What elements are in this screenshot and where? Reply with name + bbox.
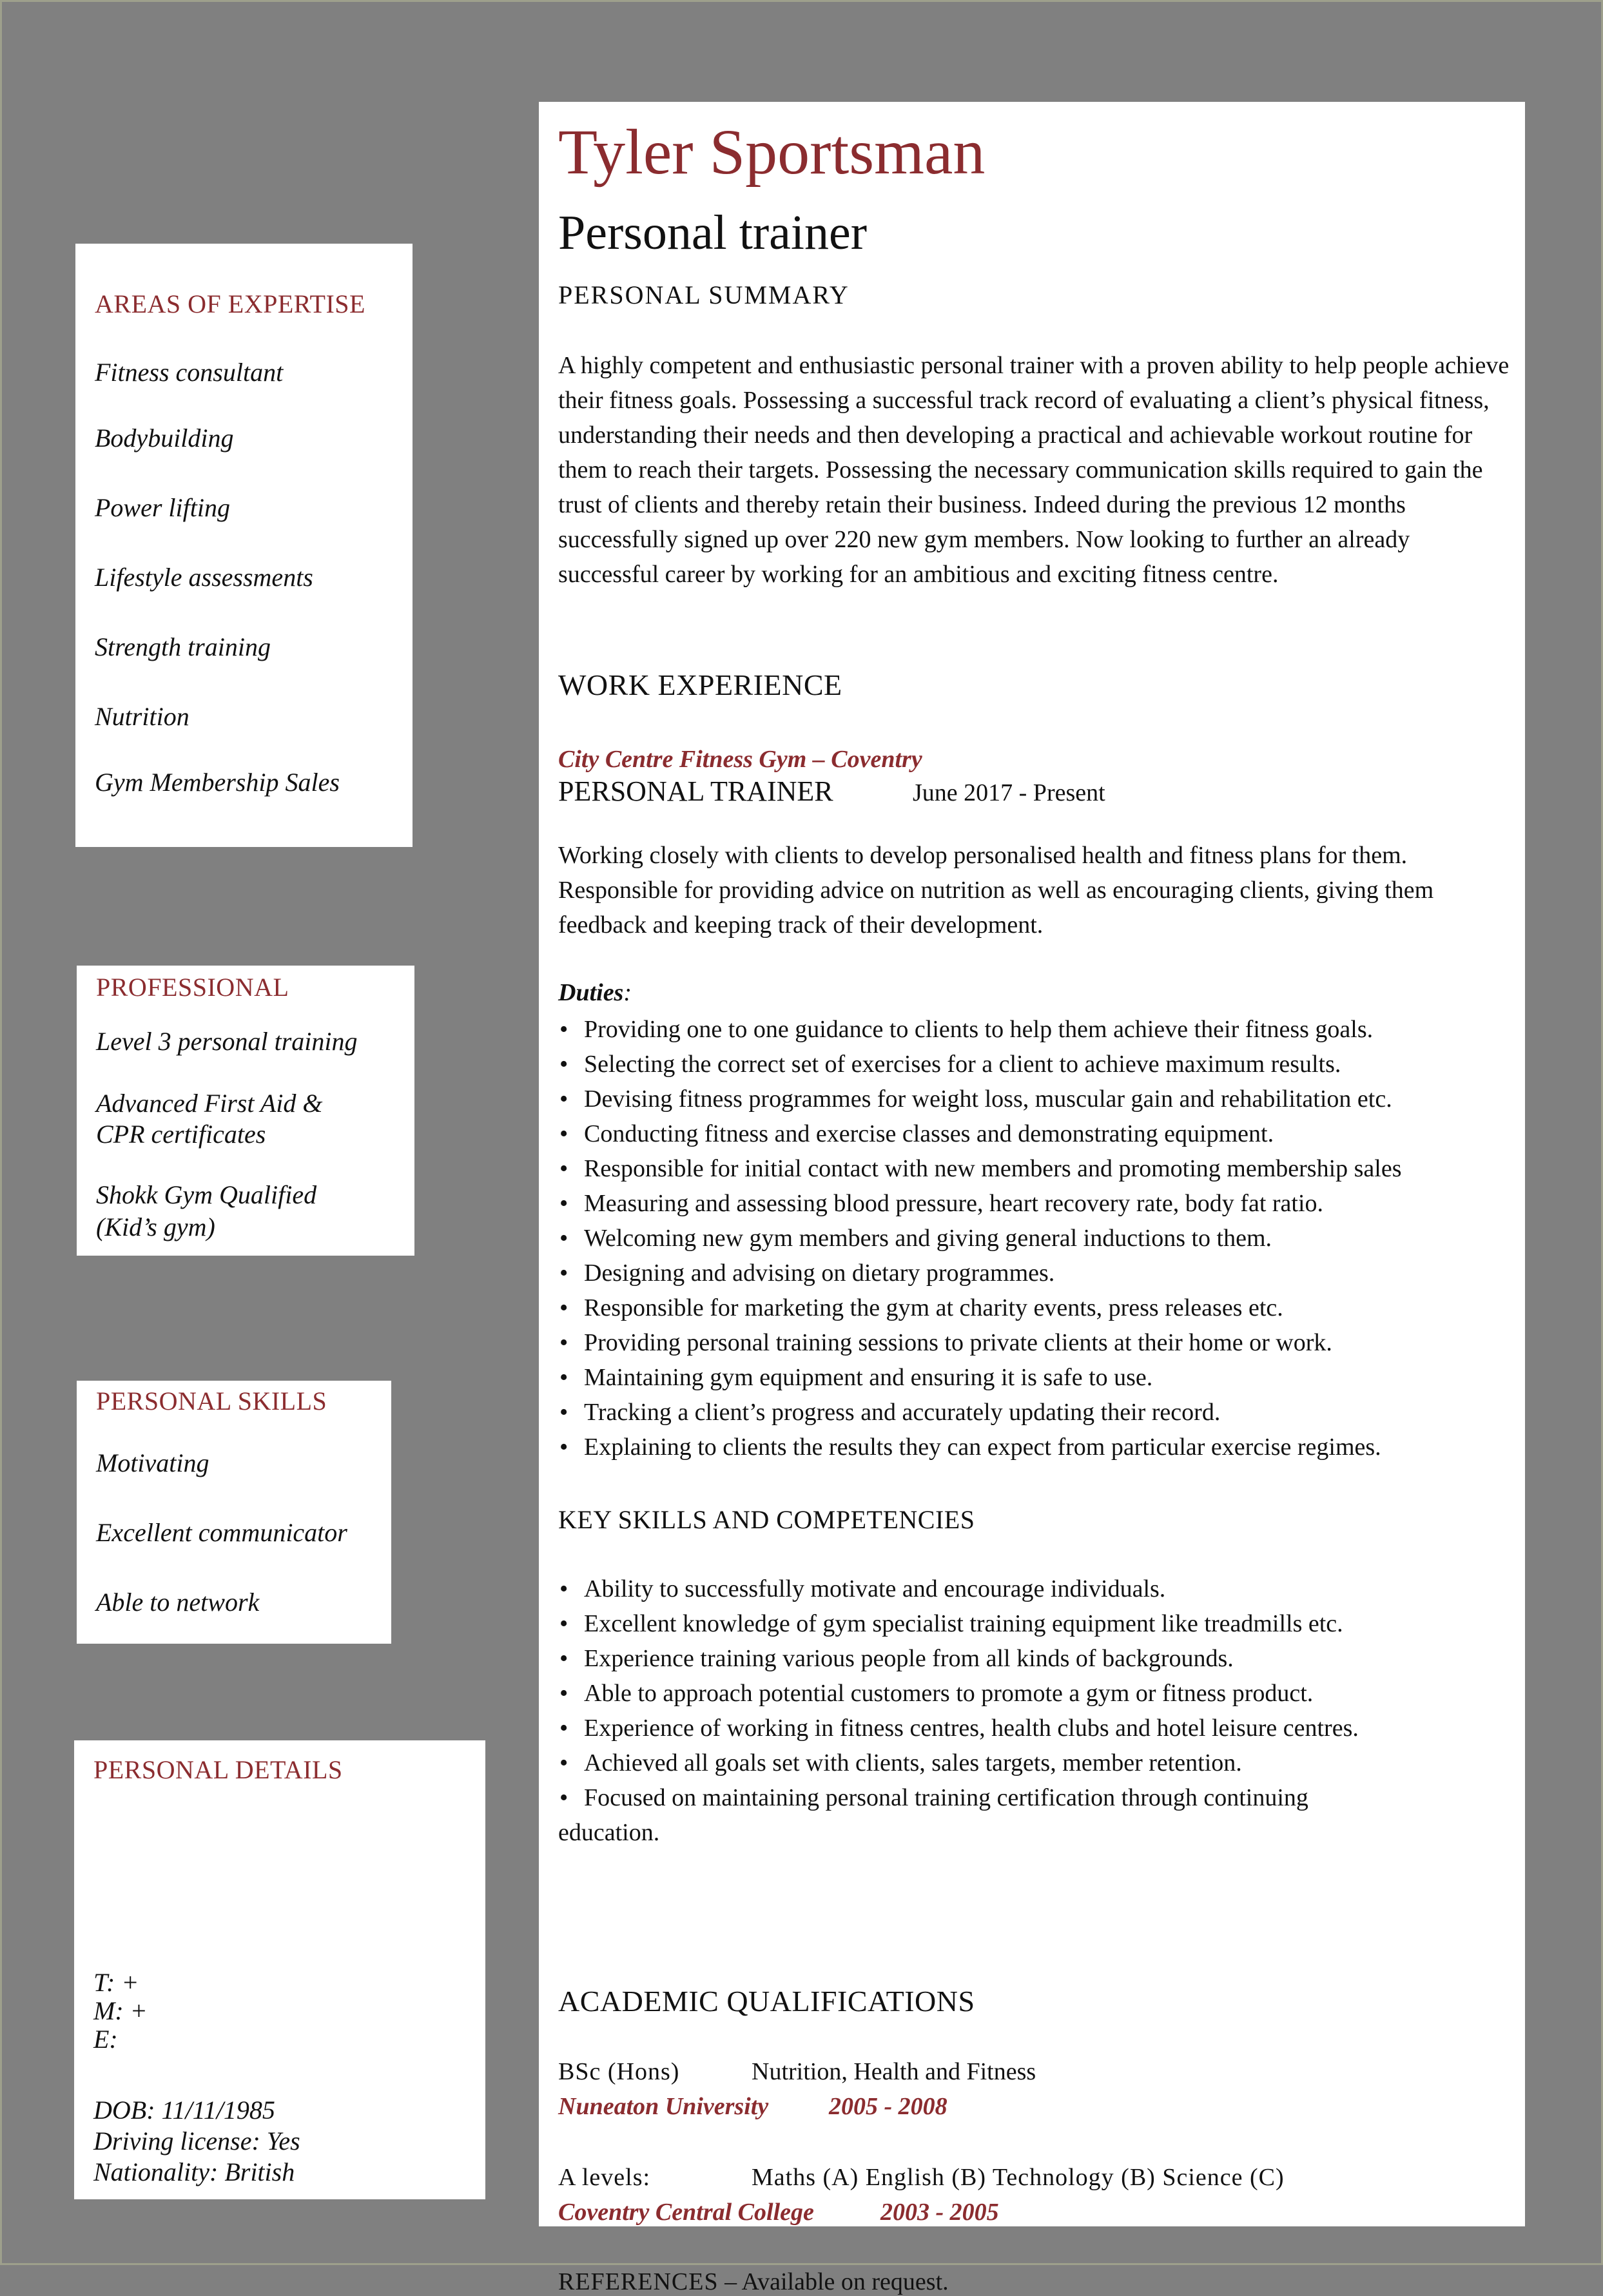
work-experience-heading: WORK EXPERIENCE bbox=[558, 668, 842, 701]
duty-item: • Welcoming new gym members and giving general inductions to them. bbox=[558, 1221, 1402, 1256]
skill-item: • Excellent knowledge of gym specialist training equipment like treadmills etc. bbox=[558, 1606, 1359, 1641]
references-label: REFERENCES bbox=[558, 2268, 719, 2295]
duty-item: • Providing one to one guidance to clients to help them achieve their fitness goals. bbox=[558, 1012, 1402, 1047]
summary-text: A highly competent and enthusiastic personal trainer with a proven ability to help people achieve their fitness goals. Possessing a successful track record of evaluating a client’s physical fitness, understanding their needs and then developing a practical and achievable workout routine for them to reach their targets. Possessing the necessary communication skills required to gain the trust of clients and thereby retain their business. Indeed during the previous 12 months successfully signed up over 220 new gym members. Now looking to further an already successful career by working for an ambitious and exciting fitness centre. bbox=[558, 352, 1510, 588]
professional-panel bbox=[77, 966, 414, 1256]
expertise-item: Bodybuilding bbox=[95, 423, 234, 452]
personal-skill-item: Excellent communicator bbox=[96, 1518, 347, 1547]
skill-item: • Achieved all goals set with clients, sales targets, member retention. bbox=[558, 1746, 1359, 1780]
key-skills-heading: KEY SKILLS AND COMPETENCIES bbox=[558, 1505, 975, 1534]
email-line: E: bbox=[93, 2025, 118, 2054]
dob-line: DOB: 11/11/1985 bbox=[93, 2096, 275, 2125]
mobile-line: M: + bbox=[93, 1996, 148, 2025]
personal-details-title: PERSONAL DETAILS bbox=[93, 1755, 343, 1784]
personal-skills-title: PERSONAL SKILLS bbox=[96, 1386, 327, 1416]
duty-item: • Selecting the correct set of exercises for a client to achieve maximum results. bbox=[558, 1047, 1402, 1082]
personal-skill-item: Motivating bbox=[96, 1448, 209, 1477]
expertise-panel bbox=[75, 244, 413, 847]
references-text: – Available on request. bbox=[718, 2268, 949, 2295]
duty-item: • Responsible for marketing the gym at charity events, press releases etc. bbox=[558, 1290, 1402, 1325]
driving-license-line: Driving license: Yes bbox=[93, 2126, 300, 2155]
references-row bbox=[558, 2268, 949, 2296]
duty-item: • Maintaining gym equipment and ensuring it is safe to use. bbox=[558, 1360, 1402, 1395]
skill-item: • Focused on maintaining personal training certification through continuing bbox=[558, 1780, 1359, 1815]
duty-item: • Providing personal training sessions to private clients at their home or work. bbox=[558, 1325, 1402, 1360]
expertise-item: Nutrition bbox=[95, 702, 189, 731]
university-years: 2005 - 2008 bbox=[829, 2093, 947, 2120]
degree-subject: Nutrition, Health and Fitness bbox=[752, 2058, 1036, 2085]
professional-item: Level 3 personal training bbox=[96, 1027, 358, 1056]
summary-heading: PERSONAL SUMMARY bbox=[558, 280, 850, 309]
academic-heading: ACADEMIC QUALIFICATIONS bbox=[558, 1985, 975, 2018]
phone-line: T: + bbox=[93, 1968, 139, 1997]
personal-details-panel bbox=[74, 1740, 485, 2199]
key-skills-list bbox=[558, 1571, 1359, 1850]
expertise-item: Lifestyle assessments bbox=[95, 563, 313, 592]
duty-item: • Designing and advising on dietary programmes. bbox=[558, 1256, 1402, 1290]
expertise-title: AREAS OF EXPERTISE bbox=[95, 289, 365, 318]
professional-title: PROFESSIONAL bbox=[96, 973, 289, 1002]
expertise-item: Fitness consultant bbox=[95, 358, 284, 387]
skill-item: • Experience training various people from all kinds of backgrounds. bbox=[558, 1641, 1359, 1676]
duty-item: • Conducting fitness and exercise classes and demonstrating equipment. bbox=[558, 1116, 1402, 1151]
main-content-panel bbox=[539, 102, 1525, 2295]
duty-item: • Explaining to clients the results they can expect from particular exercise regimes. bbox=[558, 1430, 1402, 1464]
duty-item: • Responsible for initial contact with new members and promoting membership sales bbox=[558, 1151, 1402, 1186]
duties-colon: : bbox=[623, 979, 632, 1006]
skill-item: • Experience of working in fitness centres, health clubs and hotel leisure centres. bbox=[558, 1711, 1359, 1746]
personal-skill-item: Able to network bbox=[96, 1588, 260, 1617]
job-title: Personal trainer bbox=[558, 206, 868, 260]
skill-item-continuation: education. bbox=[558, 1819, 660, 1846]
college-name: Coventry Central College bbox=[558, 2199, 814, 2226]
nationality-line: Nationality: British bbox=[93, 2157, 295, 2186]
work-description: Working closely with clients to develop personalised health and fitness plans for them. Responsible for providing advice on nutrition as well as encouraging clients, giving them feedback and keeping track of their development. bbox=[558, 842, 1434, 939]
expertise-item: Gym Membership Sales bbox=[95, 768, 340, 797]
duty-item: • Measuring and assessing blood pressure, heart recovery rate, body fat ratio. bbox=[558, 1186, 1402, 1221]
position-dates: June 2017 - Present bbox=[913, 779, 1105, 806]
degree-label: BSc (Hons) bbox=[558, 2058, 680, 2085]
alevels-subjects: Maths (A) English (B) Technology (B) Science (C) bbox=[752, 2164, 1285, 2191]
professional-item: Shokk Gym Qualified bbox=[96, 1180, 317, 1209]
expertise-item: Power lifting bbox=[95, 493, 230, 522]
professional-item: CPR certificates bbox=[96, 1120, 266, 1149]
alevels-label: A levels: bbox=[558, 2164, 651, 2191]
university-name: Nuneaton University bbox=[558, 2093, 769, 2120]
skill-item: • Able to approach potential customers to promote a gym or fitness product. bbox=[558, 1676, 1359, 1711]
college-years: 2003 - 2005 bbox=[880, 2199, 999, 2226]
duties-label-row bbox=[558, 978, 632, 1007]
employer-name: City Centre Fitness Gym – Coventry bbox=[558, 746, 922, 773]
professional-item: Advanced First Aid & bbox=[96, 1089, 323, 1118]
skill-item: • Ability to successfully motivate and encourage individuals. bbox=[558, 1571, 1359, 1606]
personal-skills-panel bbox=[77, 1381, 391, 1644]
position-title: PERSONAL TRAINER bbox=[558, 775, 833, 807]
expertise-item: Strength training bbox=[95, 632, 271, 661]
duties-list bbox=[558, 1012, 1402, 1464]
duties-label: Duties bbox=[558, 979, 624, 1006]
duty-item: • Devising fitness programmes for weight loss, muscular gain and rehabilitation etc. bbox=[558, 1082, 1402, 1116]
duty-item: • Tracking a client’s progress and accurately updating their record. bbox=[558, 1395, 1402, 1430]
professional-item: (Kid’s gym) bbox=[96, 1212, 215, 1241]
candidate-name: Tyler Sportsman bbox=[558, 116, 986, 188]
